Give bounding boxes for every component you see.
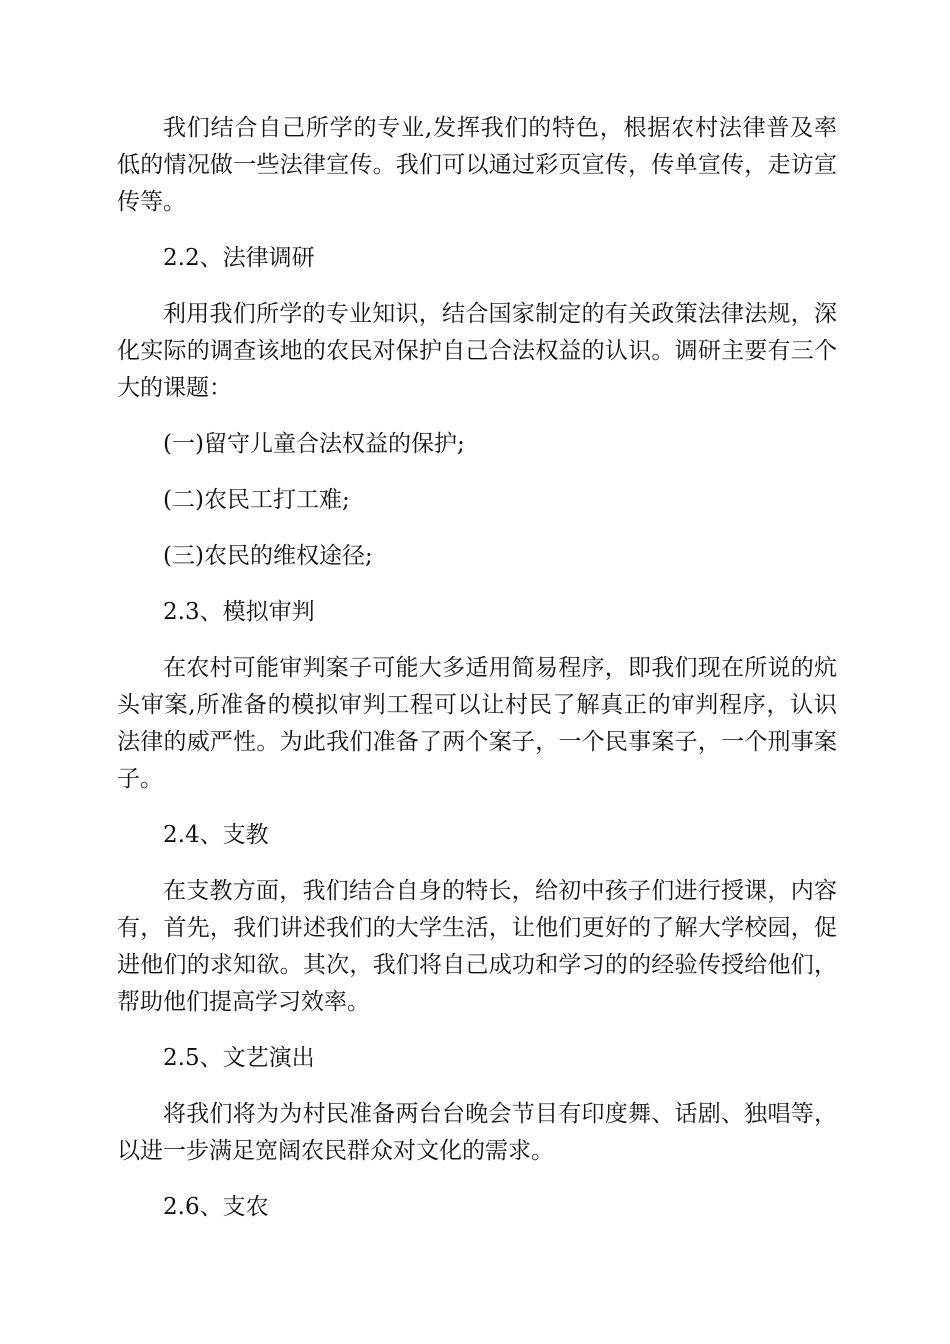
section-heading-performance: 2.5、文艺演出: [163, 1045, 315, 1071]
research-topic-item: (三)农民的维权途径;: [163, 543, 373, 569]
research-topic-item: (一)留守儿童合法权益的保护;: [163, 431, 465, 457]
section-heading-mock-trial: 2.3、模拟审判: [163, 599, 315, 625]
teaching-support-paragraph: 在支教方面，我们结合自身的特长，给初中孩子们进行授课，内容有，首先，我们讲述我们的大学生活，让他们更好的了解大学校园，促进他们的求知欲。其次，我们将自己成功和学习的的经验传授给他们，帮助他们提高学习效率。: [117, 878, 837, 1015]
mock-trial-paragraph: 在农村可能审判案子可能大多适用简易程序，即我们现在所说的炕头审案,所准备的模拟审判工程可以让村民了解真正的审判程序，认识法律的威严性。为此我们准备了两个案子，一个民事案子，一个刑事案子。: [117, 655, 837, 792]
legal-research-paragraph: 利用我们所学的专业知识，结合国家制定的有关政策法律法规，深化实际的调查该地的农民对保护自己合法权益的认识。调研主要有三个大的课题：: [117, 301, 837, 401]
section-heading-legal-research: 2.2、法律调研: [163, 245, 315, 271]
intro-paragraph: 我们结合自己所学的专业,发挥我们的特色，根据农村法律普及率低的情况做一些法律宣传。我们可以通过彩页宣传，传单宣传，走访宣传等。: [117, 115, 837, 215]
performance-paragraph: 将我们将为为村民准备两台台晚会节目有印度舞、话剧、独唱等，以进一步满足宽阔农民群众对文化的需求。: [117, 1101, 837, 1164]
section-heading-teaching-support: 2.4、支教: [163, 822, 269, 848]
document-body: [117, 110, 837, 1226]
section-heading-agriculture-support: 2.6、支农: [163, 1194, 269, 1220]
research-topic-item: (二)农民工打工难;: [163, 487, 350, 513]
